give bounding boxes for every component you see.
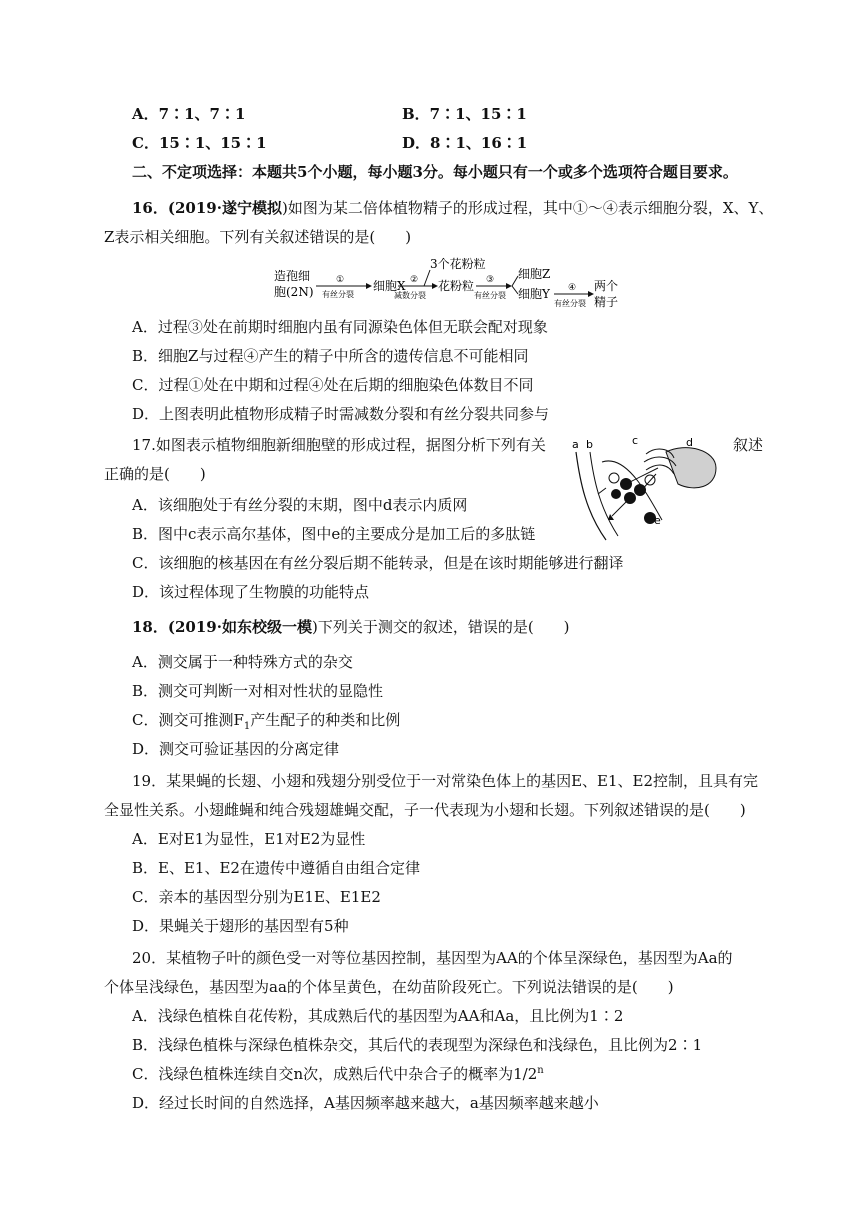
q18-stem (132, 617, 570, 637)
diagram-cell-x: 细胞X (373, 279, 406, 293)
q18-option-c (132, 710, 400, 730)
q15-option-d: D．8∶1、16∶1 (402, 134, 528, 152)
q17-stem-line2: 正确的是( ) (104, 465, 206, 483)
q19-option-d: D．果蝇关于翅形的基因型有5种 (132, 917, 349, 935)
q19-option-a: A．E对E1为显性，E1对E2为显性 (132, 830, 366, 848)
fig-label-e: e (654, 514, 661, 527)
diagram-step2-label: 减数分裂 (394, 291, 426, 300)
q17-stem-part2: 叙述 (733, 436, 764, 454)
q20-option-d: D．经过长时间的自然选择，A基因频率越来越大，a基因频率越来越小 (132, 1094, 599, 1112)
q18-option-a: A．测交属于一种特殊方式的杂交 (132, 653, 353, 671)
diagram-cell-z: 细胞Z (518, 267, 551, 281)
q20-option-b: B．浅绿色植株与深绿色植株杂交，其后代的表现型为深绿色和浅绿色，且比例为2∶1 (132, 1036, 703, 1054)
q16-option-a: A．过程③处在前期时细胞内虽有同源染色体但无联会配对现象 (132, 318, 548, 336)
cell-plate-figure (566, 432, 734, 542)
q19-option-b: B．E、E1、E2在遗传中遵循自由组合定律 (132, 859, 420, 877)
diagram-step1-num: ① (336, 275, 345, 285)
q15-option-b: B．7∶1、15∶1 (402, 105, 527, 123)
q19-stem-line2: 全显性关系。小翅雌蝇和纯合残翅雄蝇交配，子一代表现为小翅和长翅。下列叙述错误的是( ) (104, 801, 746, 819)
q20-option-c-pre: C．浅绿色植株连续自交n次，成熟后代中杂合子的概率为1/2 (132, 1065, 538, 1083)
q18-option-b: B．测交可判断一对相对性状的显隐性 (132, 682, 384, 700)
q17-option-b: B．图中c表示高尔基体，图中e的主要成分是加工后的多肽链 (132, 525, 536, 543)
q16-prefix: 16．(2019· (132, 199, 222, 217)
diagram-cell-y: 细胞Y (518, 287, 550, 301)
q20-stem-line2: 个体呈浅绿色，基因型为aa的个体呈黄色，在幼苗阶段死亡。下列说法错误的是( ) (104, 978, 674, 996)
diagram-pollen: 花粉粒 (438, 279, 475, 293)
q17-option-c: C．该细胞的核基因在有丝分裂后期不能转录，但是在该时期能够进行翻译 (132, 554, 624, 572)
q18-prefix: 18．(2019· (132, 618, 222, 636)
q20-option-a: A．浅绿色植株自花传粉，其成熟后代的基因型为AA和Aa，且比例为1∶2 (132, 1007, 624, 1025)
diagram-step1-label: 有丝分裂 (322, 290, 354, 299)
sperm-formation-diagram (272, 256, 622, 310)
fig-label-c: c (632, 434, 639, 447)
diagram-step3-num: ③ (486, 275, 495, 285)
fig-label-a: a (572, 438, 579, 451)
diagram-start-1: 造孢细 (274, 269, 311, 283)
q16-option-b: B．细胞Z与过程④产生的精子中所含的遗传信息不可能相同 (132, 347, 529, 365)
diagram-start-2: 胞(2N) (274, 285, 314, 299)
q18-option-c-pre: C．测交可推测F (132, 711, 244, 729)
q18-source: 如东校级一模 (221, 618, 312, 636)
q20-stem-line1: 20．某植物子叶的颜色受一对等位基因控制，基因型为AA的个体呈深绿色，基因型为Aa的 (132, 949, 733, 967)
diagram-step4-num: ④ (568, 283, 577, 293)
q15-option-c: C．15∶1、15∶1 (132, 134, 267, 152)
section2-heading: 二、不定项选择：本题共5个小题，每小题3分。每小题只有一个或多个选项符合题目要求。 (132, 163, 738, 181)
q19-stem-line1: 19．某果蝇的长翅、小翅和残翅分别受位于一对常染色体上的基因E、E1、E2控制，且具有完 (132, 772, 759, 790)
fig-label-d: d (686, 436, 693, 449)
q18-option-d: D．测交可验证基因的分离定律 (132, 740, 340, 758)
q15-option-a: A．7∶1、7∶1 (132, 105, 246, 123)
diagram-sperm-1: 两个 (594, 279, 619, 293)
q20-option-c (132, 1064, 544, 1084)
q20-option-c-sup: n (537, 1065, 544, 1076)
q18-option-c-sub: 1 (243, 721, 251, 732)
q17-stem-part1: 17.如图表示植物细胞新细胞壁的形成过程，据图分析下列有关 (132, 436, 546, 454)
diagram-sperm-2: 精子 (594, 295, 619, 309)
q16-stem-line1 (132, 198, 773, 218)
q18-stem-text: )下列关于测交的叙述，错误的是( ) (311, 618, 570, 636)
diagram-three-pollen: 3个花粉粒 (430, 257, 486, 271)
q16-option-d: D．上图表明此植物形成精子时需减数分裂和有丝分裂共同参与 (132, 405, 550, 423)
fig-label-b: b (586, 438, 593, 451)
q17-option-a: A．该细胞处于有丝分裂的末期，图中d表示内质网 (132, 496, 468, 514)
diagram-step3-label: 有丝分裂 (474, 291, 506, 300)
q18-option-c-post: 产生配子的种类和比例 (250, 711, 401, 729)
q19-option-c: C．亲本的基因型分别为E1E、E1E2 (132, 888, 381, 906)
q16-stem-line2: Z表示相关细胞。下列有关叙述错误的是( ) (104, 228, 412, 246)
q16-source: 遂宁模拟 (221, 199, 282, 217)
q16-option-c: C．过程①处在中期和过程④处在后期的细胞染色体数目不同 (132, 376, 534, 394)
q17-option-d: D．该过程体现了生物膜的功能特点 (132, 583, 370, 601)
q16-stem-text: )如图为某二倍体植物精子的形成过程，其中①～④表示细胞分裂，X、Y、 (281, 199, 774, 217)
diagram-step4-label: 有丝分裂 (554, 299, 586, 308)
diagram-step2-num: ② (410, 275, 419, 285)
